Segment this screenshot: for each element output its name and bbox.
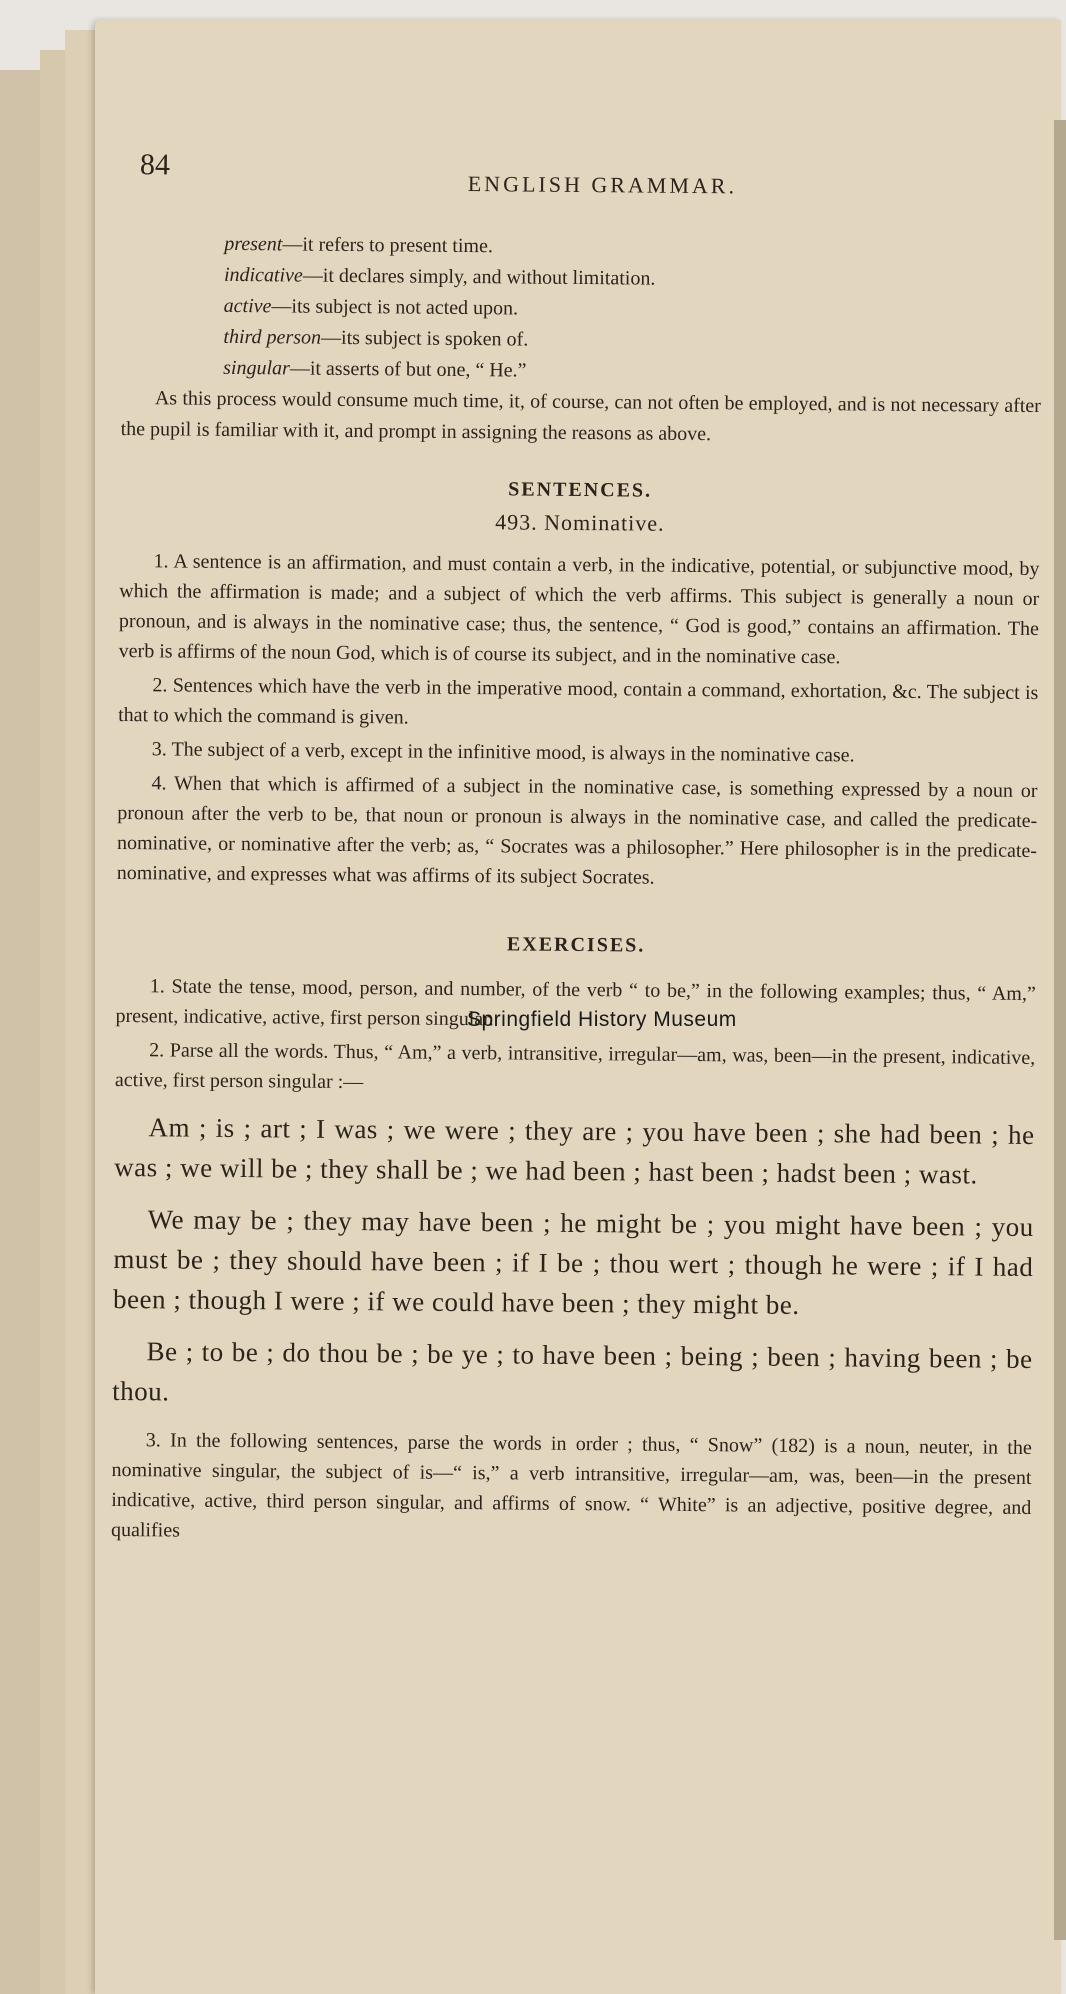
background-edge	[1054, 120, 1066, 1940]
list-item: present—it refers to present time.	[224, 232, 493, 258]
parsing-terms-list	[223, 229, 1042, 391]
list-item: indicative—it declares simply, and without limitation.	[223, 263, 656, 290]
rule-paragraph: 4. When that which is affirmed of a subject in the nominative case, is something expressed by a noun or pronoun after the verb to be, that noun or pronoun is always in the nominative case, and called the predicate-nominative, or nominative after the verb; as, “ Socrates was a philosopher.” Here philosopher is in the predicate-nominative, and expresses what was affirms of its subject Socrates.	[116, 772, 1038, 889]
rule-paragraph: 3. The subject of a verb, except in the infinitive mood, is always in the nominative case.	[151, 738, 855, 767]
page-content	[110, 148, 1043, 1557]
example-paragraph: Am ; is ; art ; I was ; we were ; they are ; you have been ; she had been ; he was ; we will be ; they shall be ; we had been ; hast been ; hadst been ; wast.	[114, 1112, 1035, 1190]
intro-paragraph: As this process would consume much time, it, of course, can not often be employed, and is not necessary after the pupil is familiar with it, and prompt in assigning the reasons as above.	[120, 387, 1041, 446]
section-title: SENTENCES.	[508, 478, 653, 502]
rule-paragraph: 2. Sentences which have the verb in the imperative mood, contain a command, exhortation, &c. The subject is that to which the command is given.	[118, 674, 1039, 729]
running-title: ENGLISH GRAMMAR.	[467, 171, 738, 199]
page-header	[123, 148, 1043, 218]
page-number: 84	[139, 148, 171, 182]
example-paragraph: We may be ; they may have been ; he might be ; you might have been ; you must be ; they should have been ; if I be ; thou wert ; though he were ; if I had been ; though I were ; if we could have been ; they might be.	[112, 1204, 1034, 1320]
exercise-instruction: 2. Parse all the words. Thus, “ Am,” a verb, intransitive, irregular—am, was, been—in the present, indicative, active, first person singular :—	[114, 1039, 1036, 1094]
exercise-instruction: 1. State the tense, mood, person, and number, of the verb “ to be,” in the following examples; thus, “ Am,” present, indicative, active, first person singular.	[115, 975, 1036, 1031]
book-page	[95, 20, 1061, 1994]
exercises-title: EXERCISES.	[506, 933, 646, 957]
list-item: active—its subject is not acted upon.	[223, 294, 519, 320]
rule-paragraph: 1. A sentence is an affirmation, and must contain a verb, in the indicative, potential, or subjunctive mood, by which the affirmation is made; and a subject of which the verb affirms. This subject is generally a noun or pronoun, and is always in the nominative case; thus, the sentence, “ God is good,” contains an affirmation. The verb is affirms of the noun God, which is of course its subject, and in the nominative case.	[118, 550, 1040, 669]
list-item: third person—its subject is spoken of.	[223, 325, 529, 351]
exercise-instruction: 3. In the following sentences, parse the words in order ; thus, “ Snow” (182) is a noun, neuter, in the nominative singular, the subject of is—“ is,” a verb intransitive, irregular—am, was, been—in the present indicative, active, third person singular, and affirms of snow. “ White” is an adjective, positive degree, and qualifies	[110, 1429, 1032, 1542]
watermark: Springfield History Museum	[467, 1008, 737, 1031]
subsection-title: 493. Nominative.	[495, 509, 665, 536]
example-paragraph: Be ; to be ; do thou be ; be ye ; to have been ; being ; been ; having been ; be thou.	[112, 1336, 1033, 1407]
list-item: singular—it asserts of but one, “ He.”	[223, 356, 527, 382]
